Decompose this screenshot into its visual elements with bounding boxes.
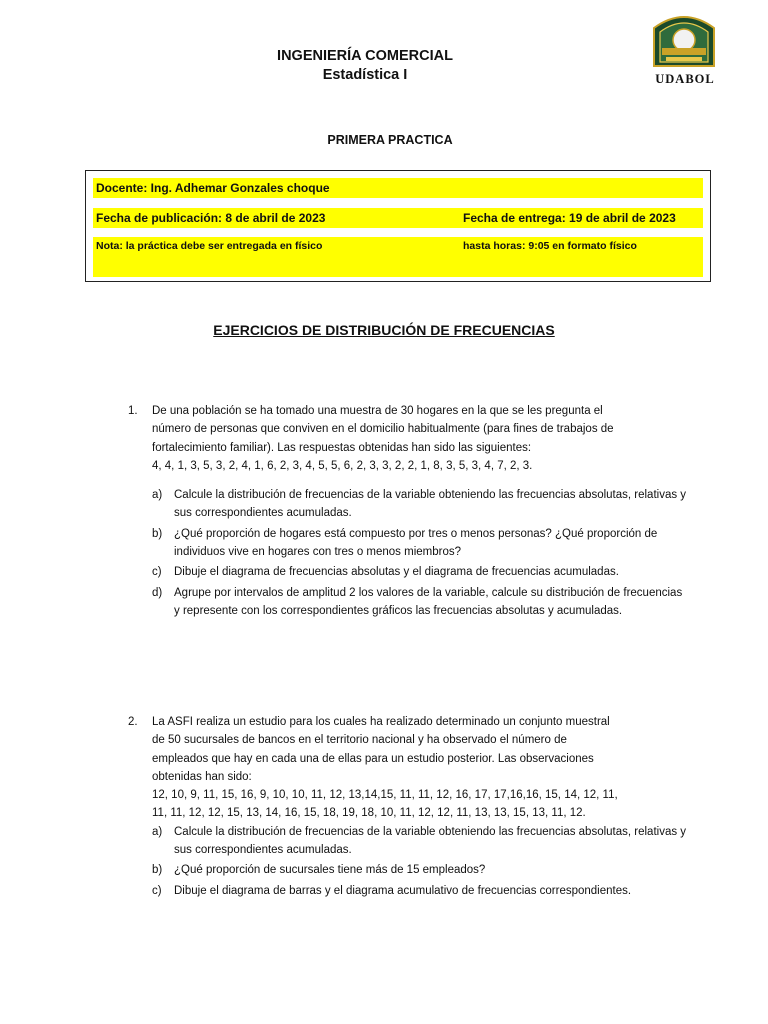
info-box [85,170,711,282]
exercise-number: 2. [128,716,138,728]
exercise-line: fortalecimiento familiar). Las respuestas obtenidas han sido las siguientes: [152,441,532,454]
docente-text: Docente: Ing. Adhemar Gonzales choque [96,181,330,195]
exercise-line: empleados que hay en cada una de ellas para un estudio posterior. Las observaciones [152,752,594,765]
subitem-letter: c) [152,884,162,897]
exercise-body [152,713,688,900]
exercise-1 [128,402,688,622]
subitem-letter: a) [152,825,163,838]
subitem [152,563,688,581]
exercise-line: obtenidas han sido: [152,770,252,783]
exercise-line: De una población se ha tomado una muestra de 30 hogares en la que se les pregunta el [152,405,603,417]
practice-title: PRIMERA PRACTICA [327,133,453,147]
deadline-time-text: hasta horas: 9:05 en formato físico [463,240,637,252]
subitem-text: Calcule la distribución de frecuencias de la variable obteniendo las frecuencias absolutas, relativas y sus correspondientes acumuladas. [174,825,687,857]
header-title: INGENIERÍA COMERCIAL [277,48,453,64]
subitem-letter: a) [152,489,163,502]
subitem-letter: b) [152,527,163,540]
exercise-subitems [152,823,688,900]
subitem-text: ¿Qué proporción de hogares está compuesto por tres o menos personas? ¿Qué proporción de individuos vive en hogares con tres o menos miembros? [174,527,658,559]
subitem [152,525,688,562]
section-title: EJERCICIOS DE DISTRIBUCIÓN DE FRECUENCIAS [213,322,555,338]
subitem [152,861,688,879]
subitem [152,882,688,900]
publication-date: Fecha de publicación: 8 de abril de 2023 [96,211,326,225]
subitem [152,584,688,621]
exercise-line: La ASFI realiza un estudio para los cuales ha realizado determinado un conjunto muestral [152,716,610,728]
subitem-text: Calcule la distribución de frecuencias de la variable obteniendo las frecuencias absolutas, relativas y sus correspondientes acumuladas. [174,489,687,520]
header-subtitle: Estadística I [322,67,408,83]
note-row [93,237,703,277]
subitem-letter: c) [152,566,162,579]
subitem-text: Dibuje el diagrama de frecuencias absolutas y el diagrama de frecuencias acumuladas. [174,566,619,579]
subitem [152,486,688,523]
exercise-2 [128,713,688,902]
exercise-data-line: 4, 4, 1, 3, 5, 3, 2, 4, 1, 6, 2, 3, 4, 5, 5, 6, 2, 3, 3, 2, 2, 1, 8, 3, 5, 3, 4, 7, 2, 3. [152,459,533,472]
docente-row [93,178,703,198]
exercise-body [152,402,688,620]
subitem [152,823,688,860]
subitem-text: ¿Qué proporción de sucursales tiene más de 15 empleados? [174,864,486,877]
exercise-data-line: 12, 10, 9, 11, 15, 16, 9, 10, 10, 11, 12, 13,14,15, 11, 11, 12, 16, 17, 17,16,16, 15, 14, 12, 11, [152,789,618,802]
exercise-line: número de personas que conviven en el domicilio habitualmente (para fines de trabajos de [152,423,614,436]
dates-row [93,208,703,228]
subitem-letter: d) [152,586,163,599]
exercise-data-line: 11, 11, 12, 12, 15, 13, 14, 16, 15, 18, 19, 18, 10, 11, 12, 12, 11, 13, 13, 15, 13, 11, 12. [152,807,586,820]
subitem-text: Agrupe por intervalos de amplitud 2 los valores de la variable, calcule su distribución de frecuencias y represente con los correspondientes gráficos las frecuencias absolutas y acumuladas. [174,586,683,617]
exercise-subitems [152,486,688,620]
note-text: Nota: la práctica debe ser entregada en físico [96,240,323,252]
due-date: Fecha de entrega: 19 de abril de 2023 [463,211,676,225]
logo-text: UDABOL [655,72,715,86]
subitem-letter: b) [152,864,163,877]
exercise-number: 1. [128,405,138,417]
exercise-line: de 50 sucursales de bancos en el territorio nacional y ha observado el número de [152,734,567,747]
subitem-text: Dibuje el diagrama de barras y el diagrama acumulativo de frecuencias correspondientes. [174,884,632,897]
